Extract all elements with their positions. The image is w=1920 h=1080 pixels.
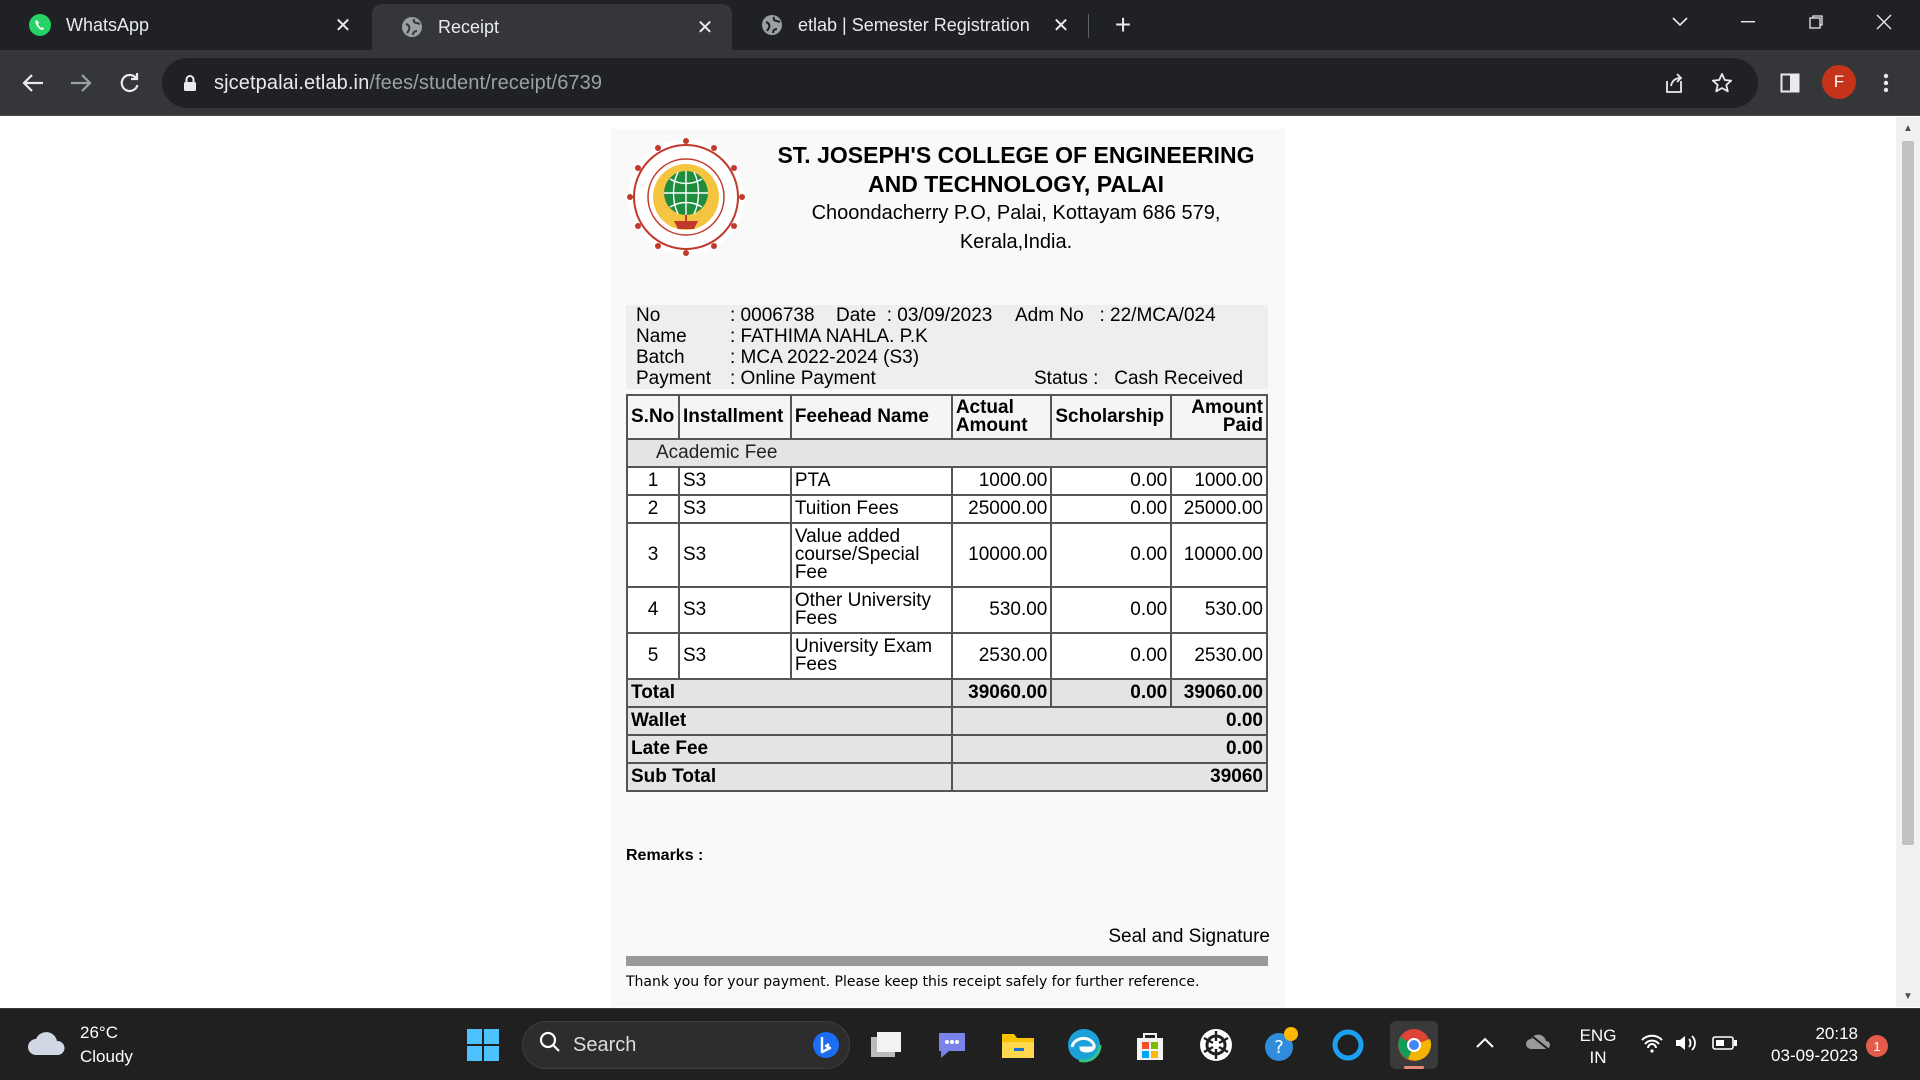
taskbar	[0, 1008, 1920, 1080]
status-value: Cash Received	[1114, 368, 1244, 389]
late-fee-value: 0.00	[952, 735, 1267, 763]
total-label: Total	[627, 679, 952, 707]
reload-icon[interactable]	[109, 63, 149, 103]
payment-value: : Online Payment	[730, 368, 876, 389]
back-arrow-icon[interactable]	[13, 63, 53, 103]
date-label: Date	[836, 305, 877, 326]
batch-value: : MCA 2022-2024 (S3)	[730, 347, 920, 368]
cell-installment: S3	[679, 587, 791, 633]
close-icon[interactable]: ✕	[334, 14, 352, 37]
remarks-label: Remarks :	[626, 847, 704, 864]
cell-scholarship: 0.00	[1051, 587, 1171, 633]
search-icon	[539, 1031, 561, 1059]
forward-arrow-icon[interactable]	[61, 63, 101, 103]
cloud-icon	[26, 1029, 66, 1062]
header-sno: S.No	[627, 395, 679, 439]
language-indicator[interactable]: ENG IN	[1579, 1026, 1617, 1067]
table-row	[627, 495, 1267, 523]
wallet-value: 0.00	[952, 707, 1267, 735]
cell-feehead: Other University Fees	[791, 587, 952, 633]
cell-sno: 4	[627, 587, 679, 633]
onedrive-icon[interactable]	[1524, 1031, 1552, 1057]
table-header-row	[627, 395, 1267, 439]
college-logo	[626, 137, 746, 257]
tab-search-chevron-icon[interactable]	[1650, 0, 1710, 44]
close-window-icon[interactable]	[1854, 0, 1914, 44]
cell-scholarship: 0.00	[1051, 633, 1171, 679]
lock-icon[interactable]	[180, 73, 200, 93]
cell-sno: 5	[627, 633, 679, 679]
table-row	[627, 587, 1267, 633]
table-row	[627, 467, 1267, 495]
table-row	[627, 523, 1267, 587]
cell-paid: 10000.00	[1171, 523, 1267, 587]
active-app-indicator	[1404, 1066, 1424, 1069]
battery-icon[interactable]	[1712, 1035, 1738, 1057]
cell-paid: 2530.00	[1171, 633, 1267, 679]
cell-installment: S3	[679, 467, 791, 495]
header-feehead: Feehead Name	[791, 395, 952, 439]
header-scholarship: Scholarship	[1051, 395, 1171, 439]
profile-avatar[interactable]: F	[1822, 65, 1856, 99]
name-value: : FATHIMA NAHLA. P.K	[730, 326, 928, 347]
close-icon[interactable]: ✕	[696, 16, 714, 39]
bookmark-star-icon[interactable]	[1702, 63, 1742, 103]
wifi-icon[interactable]	[1640, 1033, 1664, 1059]
search-placeholder: Search	[573, 1033, 637, 1056]
cell-feehead: University Exam Fees	[791, 633, 952, 679]
late-fee-label: Late Fee	[627, 735, 952, 763]
cell-sno: 2	[627, 495, 679, 523]
cortana-icon[interactable]	[1324, 1021, 1372, 1069]
clock-time: 20:18	[1815, 1024, 1858, 1043]
total-actual: 39060.00	[952, 679, 1052, 707]
cell-feehead: PTA	[791, 467, 952, 495]
scroll-down-arrow-icon[interactable]: ▼	[1903, 990, 1913, 1002]
file-explorer-icon[interactable]	[994, 1021, 1042, 1069]
fee-table	[626, 394, 1268, 792]
tab-whatsapp[interactable]	[0, 0, 370, 50]
adm-no-value: : 22/MCA/024	[1099, 305, 1216, 326]
total-row	[627, 679, 1267, 707]
no-value: : 0006738	[730, 305, 815, 326]
college-address-line1: Choondacherry P.O, Palai, Kottayam 686 579,	[811, 202, 1221, 224]
system-clock[interactable]	[1758, 1023, 1858, 1067]
globe-icon	[760, 13, 784, 37]
minimize-icon[interactable]	[1718, 0, 1778, 44]
chatgpt-app-icon[interactable]	[1192, 1021, 1240, 1069]
late-fee-row	[627, 735, 1267, 763]
share-icon[interactable]	[1654, 63, 1694, 103]
address-bar[interactable]	[162, 58, 1758, 108]
sub-total-value: 39060	[952, 763, 1267, 791]
weather-widget[interactable]	[26, 1021, 133, 1069]
windows-start-icon[interactable]	[459, 1021, 507, 1069]
tab-receipt[interactable]	[372, 4, 732, 50]
clock-date: 03-09-2023	[1771, 1046, 1858, 1065]
divider	[626, 956, 1268, 966]
tab-etlab[interactable]	[732, 0, 1088, 50]
cell-actual: 10000.00	[952, 523, 1052, 587]
chrome-icon[interactable]	[1390, 1021, 1438, 1069]
college-name-line2: AND TECHNOLOGY, PALAI	[867, 171, 1165, 197]
url-text[interactable]: sjcetpalai.etlab.in/fees/student/receipt/6739	[214, 71, 603, 94]
microsoft-store-icon[interactable]	[1126, 1021, 1174, 1069]
status-label: Status :	[1034, 368, 1099, 389]
header-amount-paid: Amount Paid	[1171, 395, 1267, 439]
cell-scholarship: 0.00	[1051, 523, 1171, 587]
weather-temp: 26°C	[80, 1023, 118, 1042]
tab-title: etlab | Semester Registration	[798, 14, 1030, 35]
svg-text:?: ?	[1274, 1037, 1284, 1058]
section-row	[627, 439, 1267, 467]
task-view-icon[interactable]	[862, 1021, 910, 1069]
cell-installment: S3	[679, 495, 791, 523]
bing-icon[interactable]	[811, 1030, 841, 1066]
tab-title: WhatsApp	[66, 14, 150, 35]
browser-toolbar	[0, 50, 1920, 116]
volume-icon[interactable]	[1674, 1033, 1698, 1059]
close-icon[interactable]: ✕	[1052, 14, 1070, 37]
page-viewport	[0, 117, 1920, 1007]
thank-you-note: Thank you for your payment. Please keep this receipt safely for further reference.	[626, 974, 1200, 990]
vertical-scrollbar[interactable]	[1896, 117, 1920, 1007]
wallet-label: Wallet	[627, 707, 952, 735]
sub-total-label: Sub Total	[627, 763, 952, 791]
tab-title: Receipt	[438, 16, 500, 37]
college-name-line1: ST. JOSEPH'S COLLEGE OF ENGINEERING	[777, 142, 1255, 168]
adm-no-label: Adm No	[1015, 305, 1084, 326]
cell-installment: S3	[679, 523, 791, 587]
scroll-thumb[interactable]	[1902, 141, 1914, 845]
seal-signature: Seal and Signature	[1108, 926, 1270, 947]
no-label: No	[636, 305, 661, 326]
college-header	[751, 141, 1281, 257]
whatsapp-icon	[28, 13, 52, 37]
cell-actual: 1000.00	[952, 467, 1052, 495]
cell-paid: 25000.00	[1171, 495, 1267, 523]
cell-scholarship: 0.00	[1051, 467, 1171, 495]
receipt-meta	[626, 305, 1268, 389]
cell-actual: 25000.00	[952, 495, 1052, 523]
cell-feehead: Value added course/Special Fee	[791, 523, 952, 587]
total-scholarship: 0.00	[1051, 679, 1171, 707]
teams-chat-icon[interactable]	[928, 1021, 976, 1069]
tab-strip	[0, 0, 1920, 50]
side-panel-icon[interactable]	[1770, 63, 1810, 103]
cell-paid: 1000.00	[1171, 467, 1267, 495]
new-tab-button[interactable]: +	[1114, 9, 1132, 40]
total-paid: 39060.00	[1171, 679, 1267, 707]
cell-feehead: Tuition Fees	[791, 495, 952, 523]
wallet-row	[627, 707, 1267, 735]
cell-paid: 530.00	[1171, 587, 1267, 633]
header-installment: Installment	[679, 395, 791, 439]
receipt	[611, 129, 1285, 1007]
table-row	[627, 633, 1267, 679]
batch-label: Batch	[636, 347, 685, 368]
weather-desc: Cloudy	[80, 1047, 133, 1066]
tab-separator	[1088, 14, 1089, 38]
notification-badge[interactable]: 1	[1866, 1035, 1888, 1057]
cell-actual: 2530.00	[952, 633, 1052, 679]
cell-actual: 530.00	[952, 587, 1052, 633]
scroll-up-arrow-icon[interactable]: ▲	[1903, 122, 1913, 134]
taskbar-search[interactable]	[522, 1021, 850, 1069]
college-address-line2: Kerala,India.	[959, 231, 1073, 253]
section-academic-fee: Academic Fee	[627, 439, 1267, 467]
sub-total-row	[627, 763, 1267, 791]
date-value: : 03/09/2023	[886, 305, 993, 326]
header-actual-amount: Actual Amount	[952, 395, 1052, 439]
payment-label: Payment	[636, 368, 711, 389]
cell-scholarship: 0.00	[1051, 495, 1171, 523]
globe-icon	[400, 15, 424, 39]
menu-kebab-icon[interactable]	[1866, 63, 1906, 103]
chevron-up-icon[interactable]	[1476, 1033, 1494, 1055]
help-icon[interactable]	[1258, 1021, 1306, 1069]
cell-sno: 3	[627, 523, 679, 587]
cell-sno: 1	[627, 467, 679, 495]
restore-icon[interactable]	[1786, 0, 1846, 44]
cell-installment: S3	[679, 633, 791, 679]
edge-icon[interactable]	[1060, 1021, 1108, 1069]
name-label: Name	[636, 326, 687, 347]
